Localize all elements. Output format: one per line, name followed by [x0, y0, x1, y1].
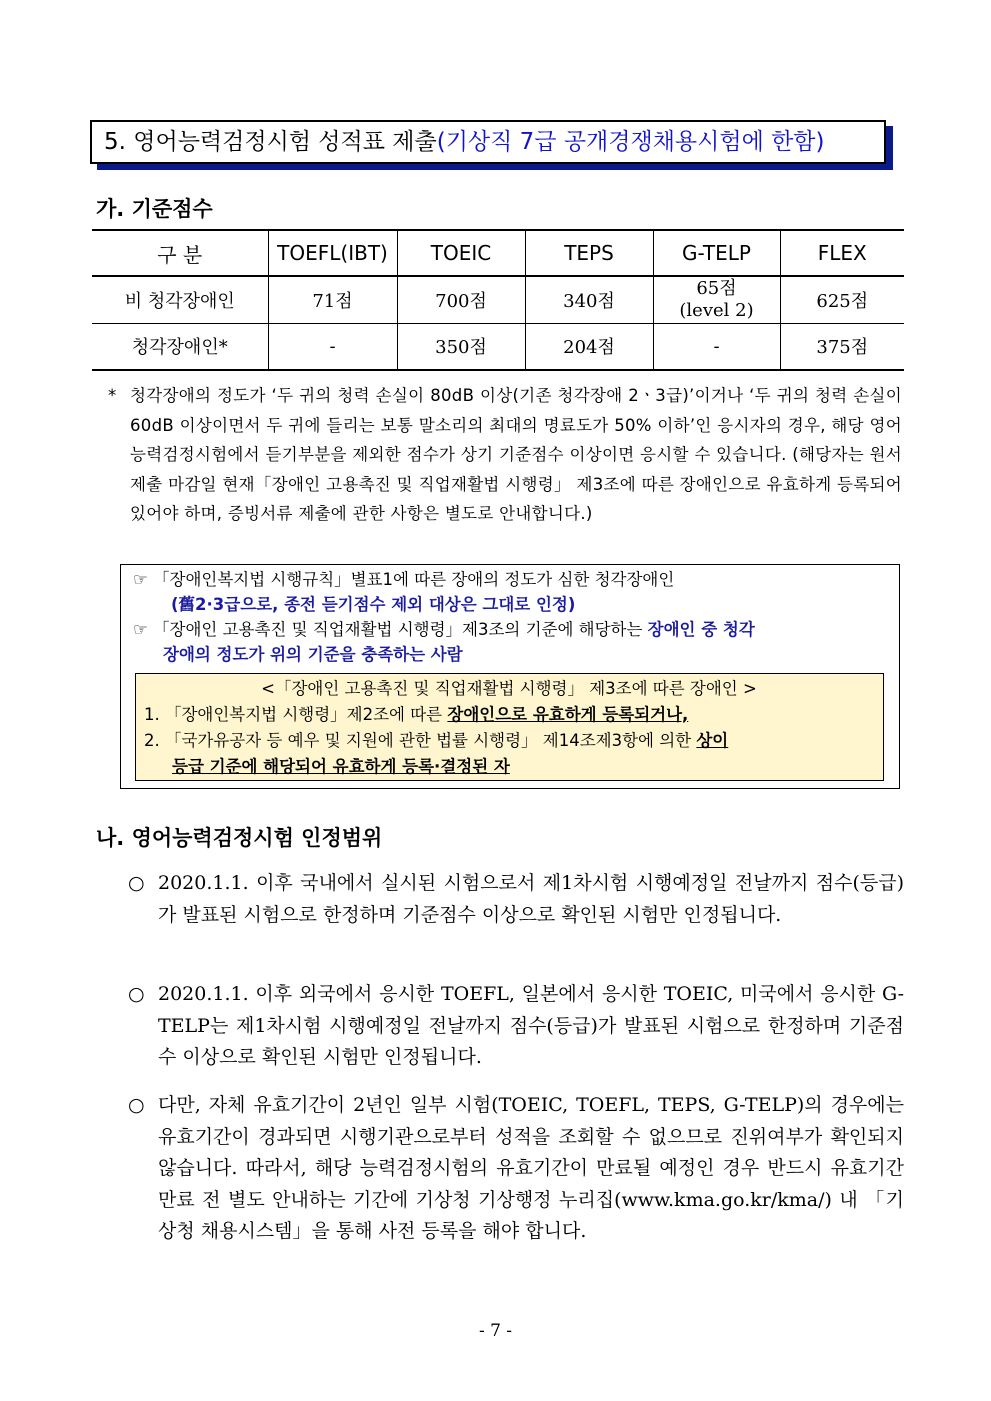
inner-item-2-bold: 상이: [696, 731, 729, 750]
inner-heading: <「장애인 고용촉진 및 직업재활법 시행령」 제3조에 따른 장애인 >: [261, 679, 757, 698]
inner-item-2-prefix: 2. 「국가유공자 등 예우 및 지원에 관한 법률 시행령」 제14조제3항에 의한: [144, 731, 697, 750]
inner-item-2-line-2: 등급 기준에 해당되어 유효하게 등록·결정된 자: [172, 757, 510, 776]
section-title: [90, 120, 886, 164]
score-table: [92, 229, 904, 371]
table-row: [92, 323, 904, 370]
bullet-circle: ○: [128, 872, 145, 894]
paragraph-2: [128, 979, 904, 1074]
table-cell: 비 청각장애인: [92, 276, 268, 323]
table-header: TEPS: [525, 230, 653, 276]
inner-item-2: [144, 729, 728, 753]
section-title-paren: (기상직 7급 공개경쟁채용시험에 한함): [436, 129, 825, 155]
inner-item-1: [144, 703, 688, 727]
table-cell: 375점: [780, 323, 904, 370]
info-line-3-prefix: ☞ 「장애인 고용촉진 및 직업재활법 시행령」제3조의 기준에 해당하는: [133, 620, 648, 639]
table-cell: 340점: [525, 276, 653, 323]
inner-item-1-bold: 장애인으로 유효하게 등록되거나,: [447, 705, 689, 724]
table-cell: -: [268, 323, 397, 370]
gtelp-score: 65점: [696, 277, 737, 299]
table-header: G-TELP: [653, 230, 780, 276]
table-row: [92, 276, 904, 323]
info-line-1: ☞ 「장애인복지법 시행규칙」별표1에 따른 장애의 정도가 심한 청각장애인: [133, 570, 675, 589]
subsection-b-title: 나. 영어능력검정시험 인정범위: [96, 826, 383, 850]
paragraph-text: 2020.1.1. 이후 외국에서 응시한 TOEFL, 일본에서 응시한 TOEIC, 미국에서 응시한 G-TELP는 제1차시험 시행예정일 전날까지 점수(등급)가 발표된 시험으로 한정하며 기준점수 이상으로 확인된 시험만 인정됩니다.: [158, 983, 904, 1068]
table-cell: 204점: [525, 323, 653, 370]
inner-item-1-prefix: 1. 「장애인복지법 시행령」제2조에 따른: [144, 705, 448, 724]
paragraph-1: [128, 868, 904, 931]
table-cell: 청각장애인*: [92, 323, 268, 370]
info-box: [120, 564, 900, 789]
inner-box: [135, 673, 884, 781]
gtelp-level: (level 2): [679, 299, 754, 321]
paragraph-3: [128, 1090, 904, 1248]
table-header: 구 분: [92, 230, 268, 276]
info-line-4: 장애의 정도가 위의 기준을 충족하는 사람: [163, 645, 463, 664]
footnote-star: *: [108, 386, 117, 405]
table-cell: [653, 276, 780, 323]
bullet-circle: ○: [128, 983, 145, 1005]
table-header: FLEX: [780, 230, 904, 276]
subsection-a-title: 가. 기준점수: [96, 197, 213, 221]
table-cell: 71점: [268, 276, 397, 323]
paragraph-text: 다만, 자체 유효기간이 2년인 일부 시험(TOEIC, TOEFL, TEPS, G-TELP)의 경우에는 유효기간이 경과되면 시행기관으로부터 성적을 조회할 수 없으므로 진위여부가 확인되지 않습니다. 따라서, 해당 능력검정시험의 유효기간이 만료될 예정인 경우 반드시 유효기간 만료 전 별도 안내하는 기간에 기상청 기상행정 누리집(www.kma.go.kr/kma/) 내 「기상청 채용시스템」을 통해 사전 등록을 해야 합니다.: [158, 1094, 904, 1242]
bullet-circle: ○: [128, 1094, 145, 1116]
table-header: TOEFL(IBT): [268, 230, 397, 276]
info-line-3-bold: 장애인 중 청각: [647, 620, 755, 639]
table-cell: 350점: [397, 323, 525, 370]
page-number: - 7 -: [478, 1321, 513, 1341]
info-line-2: (舊2·3급으로, 종전 듣기점수 제외 대상은 그대로 인정): [171, 595, 576, 614]
table-cell: -: [653, 323, 780, 370]
section-title-main: 5. 영어능력검정시험 성적표 제출: [104, 129, 437, 155]
table-footnote: [108, 381, 902, 529]
info-line-3: [133, 618, 755, 642]
table-header: TOEIC: [397, 230, 525, 276]
table-cell: 625점: [780, 276, 904, 323]
footnote-text: 청각장애의 정도가 ‘두 귀의 청력 손실이 80dB 이상(기존 청각장애 2ㆍ3급)’이거나 ‘두 귀의 청력 손실이 60dB 이상이면서 두 귀에 들리는 보통 말소리의 최대의 명료도가 50% 이하’인 응시자의 경우, 해당 영어능력검정시험에서 듣기부분을 제외한 점수가 상기 기준점수 이상이면 응시할 수 있습니다. (해당자는 원서제출 마감일 현재「장애인 고용촉진 및 직업재활법 시행령」 제3조에 따른 장애인으로 유효하게 등록되어 있어야 하며, 증빙서류 제출에 관한 사항은 별도로 안내합니다.): [130, 386, 902, 523]
table-cell: 700점: [397, 276, 525, 323]
paragraph-text: 2020.1.1. 이후 국내에서 실시된 시험으로서 제1차시험 시행예정일 전날까지 점수(등급)가 발표된 시험으로 한정하며 기준점수 이상으로 확인된 시험만 인정됩니다.: [158, 872, 904, 926]
table-header-row: [92, 230, 904, 276]
